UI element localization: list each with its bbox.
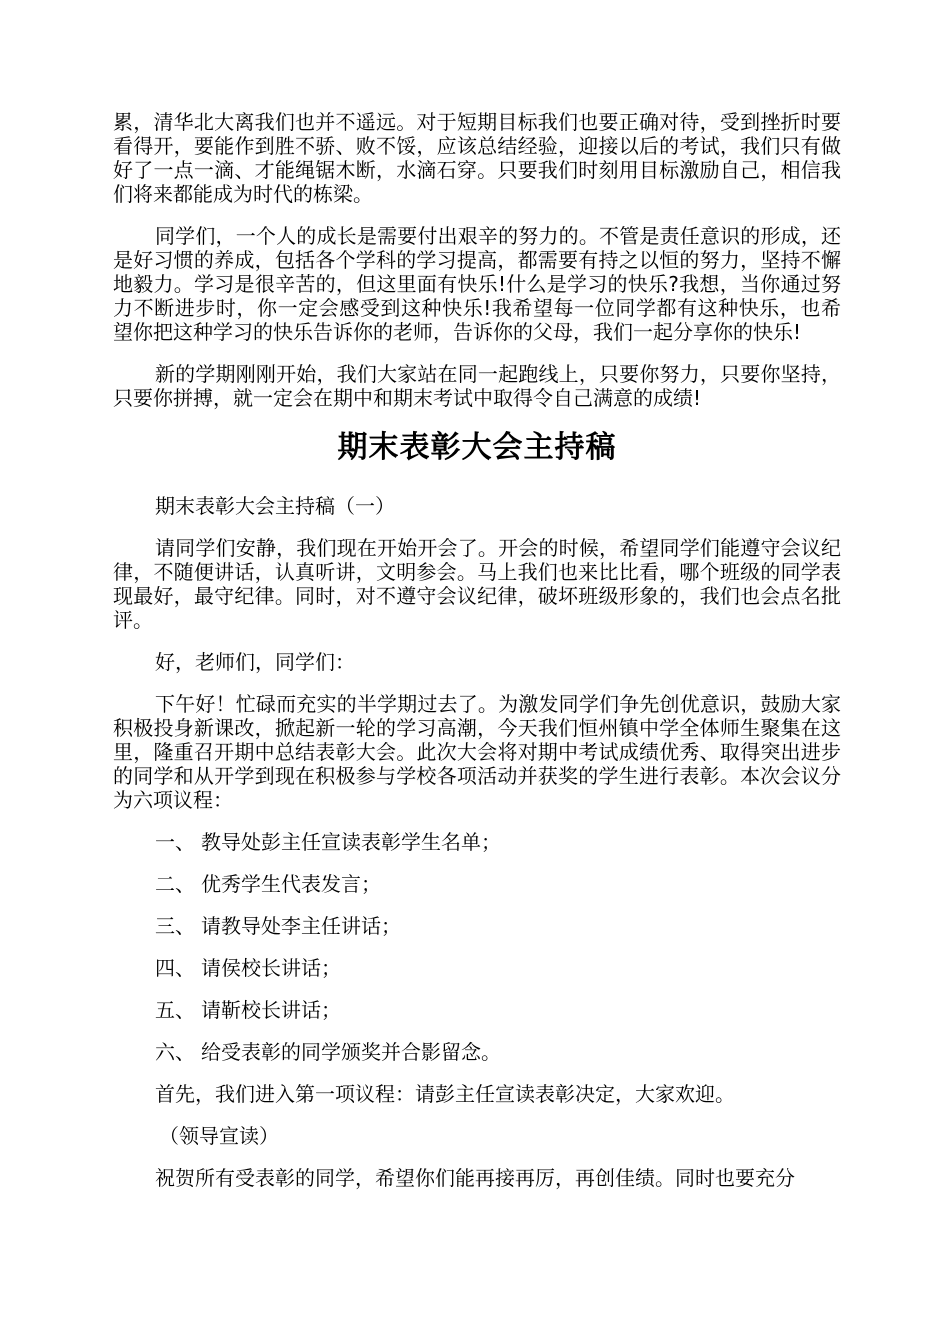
section-title: 期末表彰大会主持稿 bbox=[337, 430, 617, 465]
agenda-text: 优秀学生代表发言； bbox=[201, 872, 381, 896]
agenda-item bbox=[113, 830, 841, 854]
agenda-number: 四、 bbox=[155, 956, 195, 980]
agenda-number: 二、 bbox=[155, 872, 195, 896]
agenda-item bbox=[113, 872, 841, 896]
leader-reading-note: （领导宣读） bbox=[159, 1124, 279, 1148]
closing-paragraph: 祝贺所有受表彰的同学，希望你们能再接再厉，再创佳绩。同时也要充分 bbox=[155, 1166, 795, 1190]
document-page bbox=[113, 110, 841, 1208]
agenda-text: 教导处彭主任宣读表彰学生名单； bbox=[201, 830, 501, 854]
paragraph-growth: 同学们，一个人的成长是需要付出艰辛的努力的。不管是责任意识的形成，还是好习惯的养成，包括各个学科的学习提高，都需要有持之以恒的努力，坚持不懈地毅力。学习是很辛苦的，但这里面有快乐!什么是学习的快乐?我想，当你通过努力不断进步时，你一定会感受到这种快乐!我希望每一位同学都有这种快乐，也希望你把这种学习的快乐告诉你的老师，告诉你的父母，我们一起分享你的快乐! bbox=[113, 224, 841, 344]
first-agenda-intro: 首先，我们进入第一项议程：请彭主任宣读表彰决定，大家欢迎。 bbox=[155, 1082, 735, 1106]
agenda-list bbox=[113, 830, 841, 1064]
agenda-text: 请侯校长讲话； bbox=[201, 956, 341, 980]
agenda-item bbox=[113, 956, 841, 980]
agenda-text: 给受表彰的同学颁奖并合影留念。 bbox=[201, 1040, 501, 1064]
greeting: 好，老师们，同学们： bbox=[155, 650, 355, 674]
paragraph-intro: 下午好！忙碌而充实的半学期过去了。为激发同学们争先创优意识，鼓励大家积极投身新课改，掀起新一轮的学习高潮，今天我们恒州镇中学全体师生聚集在这里，隆重召开期中总结表彰大会。此次大会将对期中考试成绩优秀、取得突出进步的同学和从开学到现在积极参与学校各项活动并获奖的学生进行表彰。本次会议分为六项议程： bbox=[113, 692, 841, 812]
agenda-number: 六、 bbox=[155, 1040, 195, 1064]
agenda-number: 三、 bbox=[155, 914, 195, 938]
agenda-number: 五、 bbox=[155, 998, 195, 1022]
paragraph-continuation: 累，清华北大离我们也并不遥远。对于短期目标我们也要正确对待，受到挫折时要看得开，要能作到胜不骄、败不馁，应该总结经验，迎接以后的考试，我们只有做好了一点一滴、才能绳锯木断，水滴石穿。只要我们时刻用目标激励自己，相信我们将来都能成为时代的栋梁。 bbox=[113, 110, 841, 206]
paragraph-quiet-please: 请同学们安静，我们现在开始开会了。开会的时候，希望同学们能遵守会议纪律，不随便讲话，认真听讲，文明参会。马上我们也来比比看，哪个班级的同学表现最好，最守纪律。同时，对不遵守会议纪律，破坏班级形象的，我们也会点名批评。 bbox=[113, 536, 841, 632]
subtitle: 期末表彰大会主持稿（一） bbox=[155, 494, 395, 518]
agenda-text: 请靳校长讲话； bbox=[201, 998, 341, 1022]
agenda-text: 请教导处李主任讲话； bbox=[201, 914, 401, 938]
agenda-number: 一、 bbox=[155, 830, 195, 854]
agenda-item bbox=[113, 998, 841, 1022]
agenda-item bbox=[113, 1040, 841, 1064]
paragraph-new-semester: 新的学期刚刚开始，我们大家站在同一起跑线上，只要你努力，只要你坚持，只要你拼搏，就一定会在期中和期末考试中取得令自己满意的成绩! bbox=[113, 362, 841, 410]
agenda-item bbox=[113, 914, 841, 938]
